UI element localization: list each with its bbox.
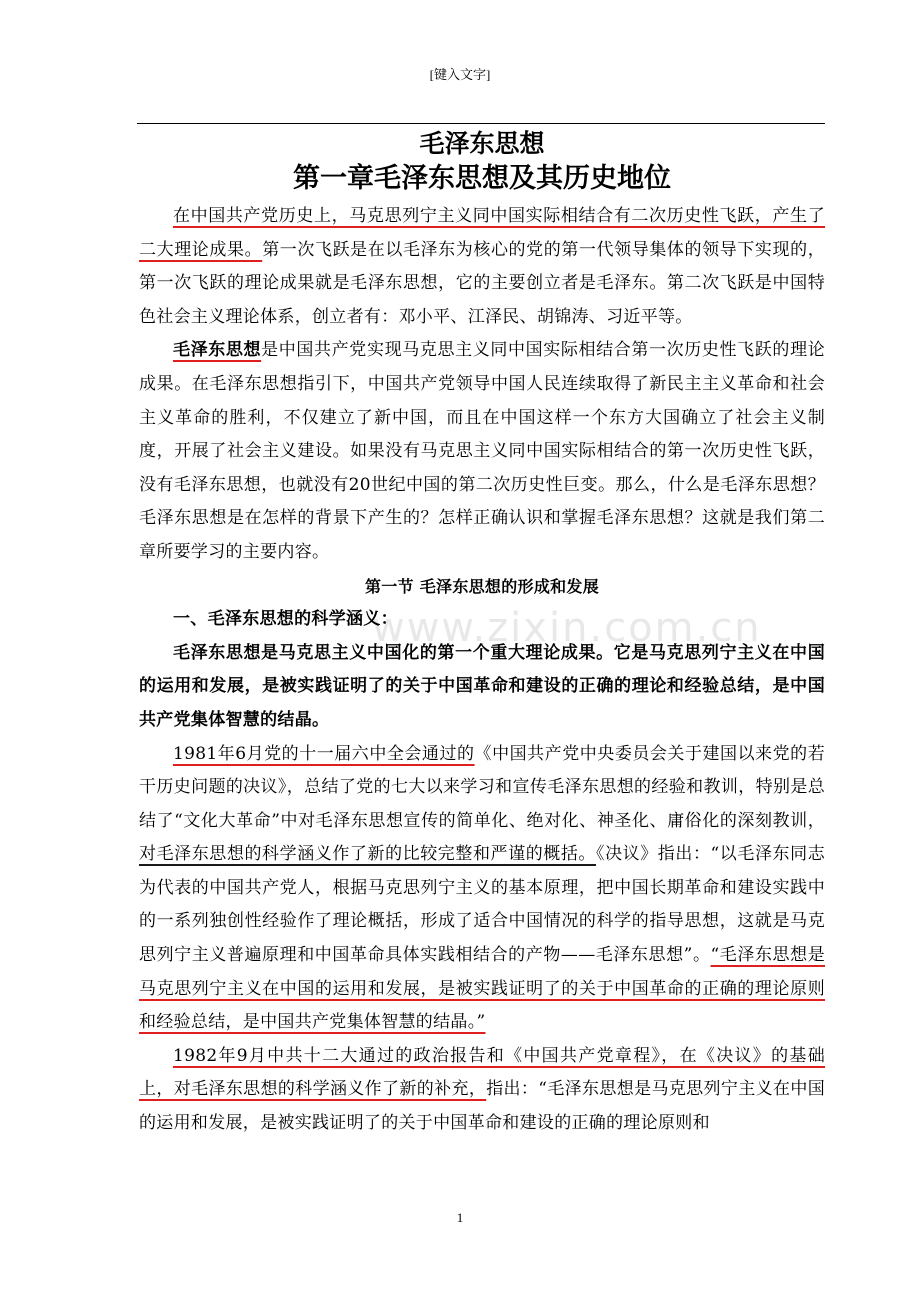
underlined-term: 毛泽东思想	[173, 340, 262, 361]
underlined-quote: “毛泽东思想是马克思列宁主义在中国的运用和发展，是被实践证明了的关于中国革命的正确的理论原则和经验总结，是中国共产党集体智慧的结晶。”	[139, 945, 825, 1033]
header-rule	[137, 123, 825, 124]
paragraph-text: 是中国共产党实现马克思主义同中国实际相结合第一次历史性飞跃的理论成果。在毛泽东思想指引下，中国共产党领导中国人民连续取得了新民主主义革命和社会主义革命的胜利，不仅建立了新中国，而且在中国这样一个东方大国确立了社会主义制度，开展了社会主义建设。如果没有马克思主义同中国实际相结合的第一次历史性飞跃，没有毛泽东思想，也就没有20世纪中国的第二次历史性巨变。那么，什么是毛泽东思想？毛泽东思想是在怎样的背景下产生的？怎样正确认识和掌握毛泽东思想？这就是我们第二章所要学习的主要内容。	[139, 340, 825, 562]
paragraph-1981	[139, 738, 825, 1040]
paragraph-definition-intro	[139, 334, 825, 569]
watermark: www.zixin.com.cn	[372, 605, 762, 651]
paragraph-text: 指出：“毛泽东思想是马克思列宁主义在中国的运用和发展，是被实践证明了的关于中国革命和建设的正确的理论原则和	[139, 1079, 825, 1134]
section-title: 第一节 毛泽东思想的形成和发展	[364, 576, 600, 596]
underlined-text-black: 对毛泽东思想的科学涵义作了新的比较完整和严谨的概括。	[139, 844, 596, 865]
underlined-text: 在中国共产党历史上，马克思列宁主义同中国实际相结合有二次历史性飞跃，产生了二大理论成果。	[139, 206, 825, 260]
document-body	[139, 128, 825, 1141]
underlined-text: 1981年6月党的十一届六中全会通过的	[173, 743, 475, 764]
paragraph-intro	[139, 200, 825, 334]
paragraph-text: 《决议》指出：“以毛泽东同志为代表的中国共产党人，根据马克思列宁主义的基本原理，把中国长期革命和建设实践中的一系列独创性经验作了理论概括，形成了适合中国情况的科学的指导思想，这就是马克思列宁主义普遍原理和中国革命具体实践相结合的产物——毛泽东思想”。	[139, 844, 825, 966]
bold-definition: 毛泽东思想是马克思主义中国化的第一个重大理论成果。它是马克思列宁主义在中国的运用和发展，是被实践证明了的关于中国革命和建设的正确的理论和经验总结，是中国共产党集体智慧的结晶。	[139, 642, 825, 730]
paragraph-1982	[139, 1040, 825, 1141]
document-title: 毛泽东思想	[419, 129, 545, 158]
paragraph-text: 第一次飞跃是在以毛泽东为核心的党的第一代领导集体的领导下实现的，第一次飞跃的理论成果就是毛泽东思想，它的主要创立者是毛泽东。第二次飞跃是中国特色社会主义理论体系，创立者有：邓小平、江泽民、胡锦涛、习近平等。	[139, 239, 825, 327]
chapter-title: 第一章毛泽东思想及其历史地位	[293, 163, 671, 194]
page-header: [键入文字]	[429, 67, 491, 82]
underlined-text: 1982年9月中共十二大通过的政治报告和《中国共产党章程》，在《决议》的基础上，对毛泽东思想的科学涵义作了新的补充，	[139, 1045, 825, 1100]
page-number: 1	[456, 1210, 464, 1225]
paragraph-text: 《中国共产党中央委员会关于建国以来党的若干历史问题的决议》，总结了党的七大以来学习和宣传毛泽东思想的经验和教训，特别是总结了“文化大革命”中对毛泽东思想宣传的简单化、绝对化、神圣化、庸俗化的深刻教训，	[139, 743, 826, 831]
subheading: 一、毛泽东思想的科学涵义：	[173, 609, 398, 630]
